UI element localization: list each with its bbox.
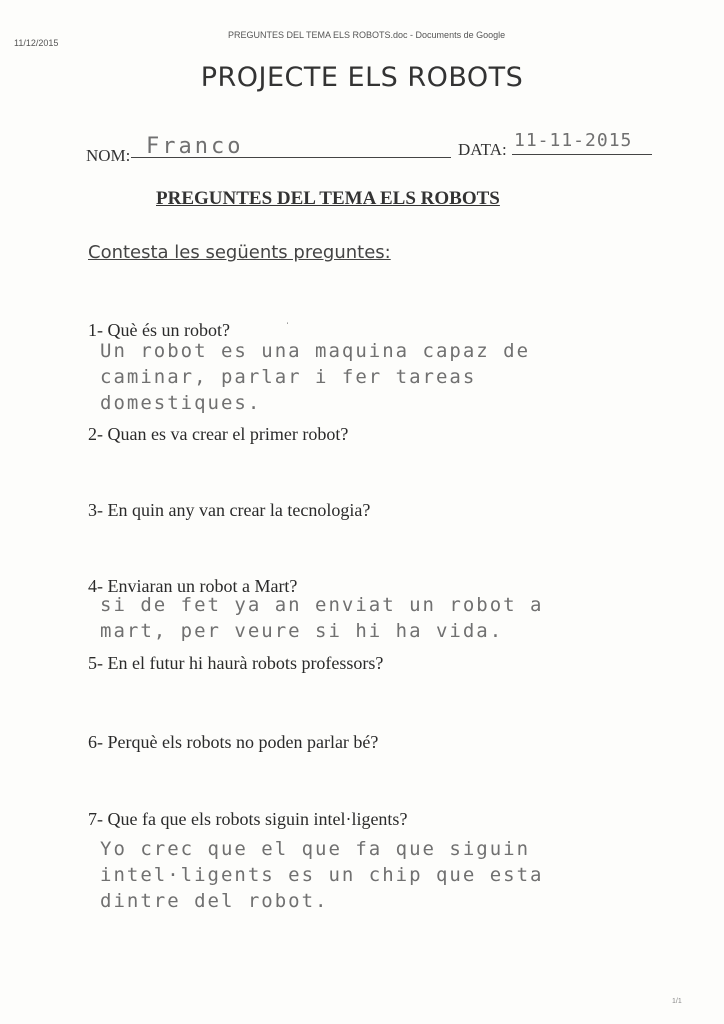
question-2: 2- Quan es va crear el primer robot? bbox=[88, 424, 349, 444]
footer-page-number: 1/1 bbox=[672, 998, 682, 1005]
page-title: PROJECTE ELS ROBOTS bbox=[200, 62, 524, 93]
question-1: 1- Què és un robot? bbox=[88, 320, 230, 340]
instructions: Contesta les següents preguntes: bbox=[88, 242, 391, 263]
answer-1-line-1: Un robot es una maquina capaz de bbox=[100, 340, 531, 362]
answer-4-line-1: si de fet ya an enviat un robot a bbox=[100, 594, 544, 616]
print-header-title: PREGUNTES DEL TEMA ELS ROBOTS.doc - Documents de Google bbox=[228, 30, 506, 40]
nom-label: NOM: bbox=[86, 146, 131, 165]
answer-1-line-3: domestiques. bbox=[100, 392, 262, 414]
data-underline bbox=[512, 154, 652, 155]
answer-1 bbox=[100, 338, 530, 416]
question-7: 7- Que fa que els robots siguin intel·ligents? bbox=[88, 809, 408, 829]
data-handwritten-value: 11-11-2015 bbox=[514, 130, 633, 151]
answer-7-line-3: dintre del robot. bbox=[100, 890, 329, 912]
data-label: DATA: bbox=[458, 140, 507, 159]
answer-4-line-2: mart, per veure si hi ha vida. bbox=[100, 620, 504, 642]
nom-handwritten-value: Franco bbox=[146, 134, 244, 159]
question-6: 6- Perquè els robots no poden parlar bé? bbox=[88, 732, 379, 752]
answer-7 bbox=[100, 836, 544, 914]
stray-mark-icon: ˈ bbox=[286, 322, 290, 333]
section-subtitle: PREGUNTES DEL TEMA ELS ROBOTS bbox=[156, 188, 500, 209]
print-date: 11/12/2015 bbox=[14, 38, 59, 48]
answer-7-line-2: intel·ligents es un chip que esta bbox=[100, 864, 544, 886]
question-4: 4- Enviaran un robot a Mart? bbox=[88, 576, 298, 596]
question-3: 3- En quin any van crear la tecnologia? bbox=[88, 500, 371, 520]
answer-1-line-2: caminar, parlar i fer tareas bbox=[100, 366, 477, 388]
answer-4 bbox=[100, 592, 544, 644]
question-5: 5- En el futur hi haurà robots professors? bbox=[88, 653, 384, 673]
answer-7-line-1: Yo crec que el que fa que siguin bbox=[100, 838, 531, 860]
